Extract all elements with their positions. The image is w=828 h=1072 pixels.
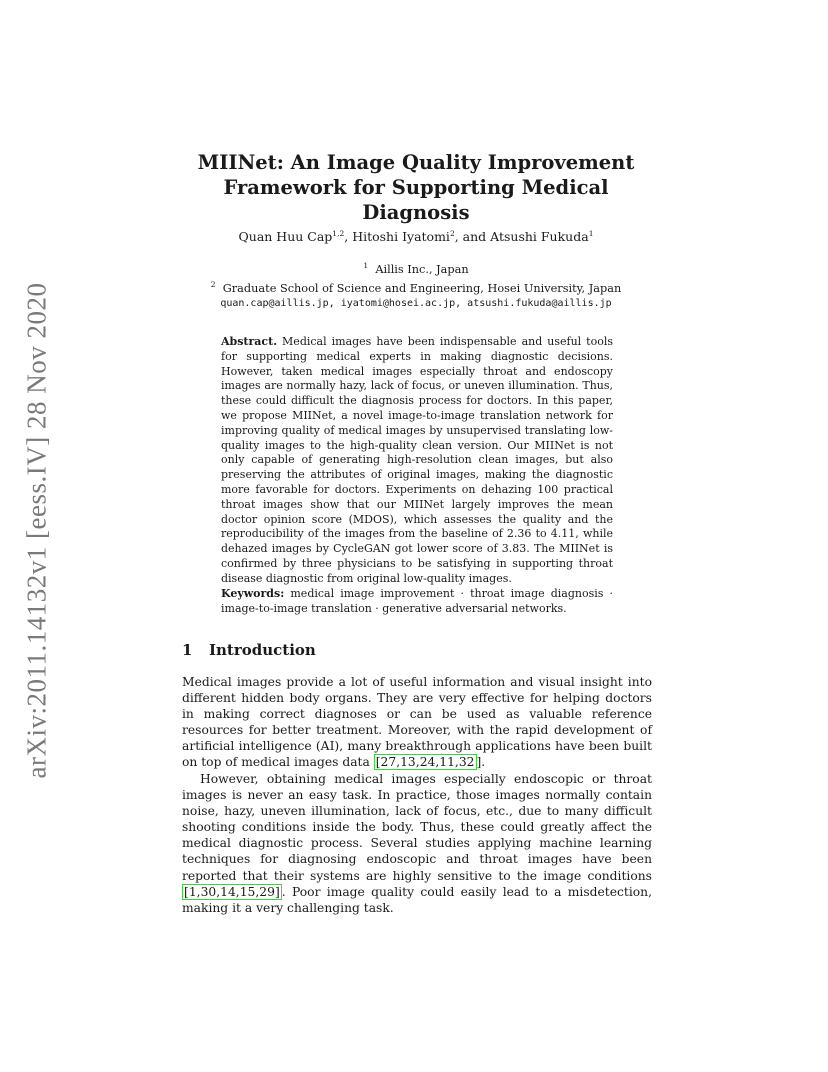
citation-open: [: [375, 755, 381, 770]
keywords-label: Keywords:: [221, 587, 285, 600]
affiliation-1-text: Aillis Inc., Japan: [375, 263, 469, 276]
citation-open: [: [184, 884, 189, 899]
citation-link[interactable]: 24: [419, 755, 436, 770]
section-title: Introduction: [209, 641, 316, 659]
section-heading-introduction: [182, 641, 652, 659]
paragraph-1-text: Medical images provide a lot of useful information and visual insight into different hidden body organs. They are very effective for helping doctors in making correct diagnoses or can be used as valuable reference resources for better treatment. Moreover, with the rapid development of artificial intelligence (AI), many breakthrough applications have been built on top of medical images data: [182, 675, 652, 770]
author-emails[interactable]: quan.cap@aillis.jp, iyatomi@hosei.ac.jp, atsushi.fukuda@aillis.jp: [220, 298, 612, 309]
citation-link[interactable]: 14: [220, 884, 236, 899]
affiliation-1-mark: 1: [363, 261, 369, 270]
affiliation-1: [180, 258, 652, 277]
title-line-2: Framework for Supporting Medical Diagnosis: [223, 176, 609, 224]
affiliation-2-text: Graduate School of Science and Engineering, Hosei University, Japan: [222, 282, 622, 295]
affiliation-2-mark: 2: [210, 280, 216, 289]
author-3-affil: 1: [588, 229, 594, 238]
citation-link[interactable]: 30: [200, 884, 217, 899]
citation-close: ].: [476, 755, 486, 770]
abstract-label: Abstract.: [221, 335, 278, 348]
citation-link[interactable]: 13: [400, 755, 416, 770]
author-2-affil: 2: [449, 229, 455, 238]
author-2: Hitoshi Iyatomi: [352, 229, 450, 244]
citation-link[interactable]: 29: [259, 884, 275, 899]
affiliation-2: [180, 277, 652, 296]
paper-title: [180, 150, 652, 225]
author-list: Quan Huu Cap$^{1,2}$, Hitoshi Iyatomi$^2$, and Atsushi Fukuda$^1$: [238, 229, 594, 244]
keywords-text: medical image improvement · throat image diagnosis · image-to-image translation · generative adversarial networks.: [221, 587, 614, 615]
citation-link[interactable]: 32: [458, 755, 475, 770]
arxiv-identifier: arXiv:2011.14132v1 [eess.IV] 28 Nov 2020: [21, 282, 52, 778]
citation-link[interactable]: 27: [380, 755, 397, 770]
abstract-text: Medical images have been indispensable and useful tools for supporting medical experts in making diagnostic decisions. However, taken medical images especially throat and endoscopy images are normally hazy, lack of focus, or uneven illumination. Thus, these could difficult the diagnosis process for doctors. In this paper, we propose MIINet, a novel image-to-image translation network for improving quality of medical images by unsupervised translating low-quality images to the high-quality clean version. Our MIINet is not only capable of generating high-resolution clean images, but also preserving the attributes of original images, making the diagnostic more favorable for doctors. Experiments on dehazing 100 practical throat images show that our MIINet largely improves the mean doctor opinion score (MDOS), which assesses the quality and the reproducibility of the images from the baseline of 2.36 to 4.11, while dehazed images by CycleGAN got lower score of 3.83. The MIINet is confirmed by three physicians to be satisfying in supporting throat disease diagnostic from original low-quality images.: [221, 335, 614, 585]
citation-close: ]: [274, 884, 280, 899]
paragraph-2-text: However, obtaining medical images especially endoscopic or throat images is never an easy task. In practice, those images normally contain noise, hazy, uneven illumination, lack of focus, etc., due to many difficult shooting conditions inside the body. Thus, these could greatly affect the medical diagnostic process. Several studies applying machine learning techniques for diagnosing endoscopic and throat images have been reported that their systems are highly sensitive to the image conditions: [182, 772, 652, 883]
abstract: [221, 335, 613, 587]
citation-link[interactable]: 15: [239, 884, 256, 899]
title-line-1: MIINet: An Image Quality Improvement: [197, 151, 635, 174]
author-1: Quan Huu Cap: [238, 229, 333, 244]
author-3: , and Atsushi Fukuda: [454, 229, 589, 244]
citation-group-2[interactable]: [1,30,14,15,29]: [184, 884, 280, 899]
citation-link[interactable]: 1: [188, 884, 197, 899]
intro-paragraph-1: [182, 674, 652, 771]
author-1-affil: 1,2: [332, 229, 345, 238]
arxiv-side-stamp: [14, 280, 60, 780]
citation-group-1[interactable]: [27,13,24,11,32: [375, 755, 475, 770]
keywords: [221, 587, 613, 617]
citation-link[interactable]: 11: [439, 755, 455, 770]
section-number: 1: [182, 641, 193, 659]
affiliations: [180, 258, 652, 311]
paragraph-2-tail: . Poor image quality could easily lead to a misdetection, making it a very challenging task.: [182, 884, 652, 915]
intro-paragraph-2: [182, 771, 652, 916]
